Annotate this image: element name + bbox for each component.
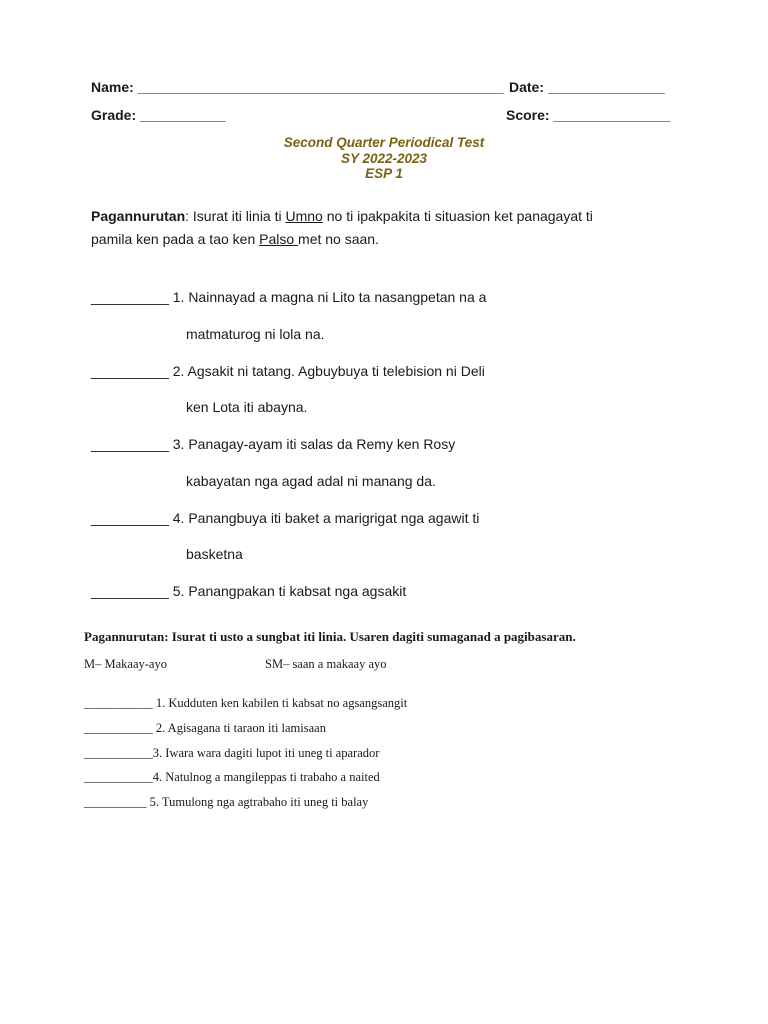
umno-word: Umno bbox=[285, 208, 323, 224]
instruction-text: no ti ipakpakita ti situasion ket panagayat ti bbox=[322, 208, 593, 224]
part1-item-4: __________ 4. Panangbuya iti baket a marigrigat nga agawit ti bbox=[91, 510, 480, 526]
subject-title: ESP 1 bbox=[365, 166, 403, 181]
part2-item-5: __________ 5. Tumulong nga agtrabaho iti uneg ti balay bbox=[84, 795, 369, 809]
school-year: SY 2022-2023 bbox=[340, 151, 428, 166]
palso-word: Palso bbox=[259, 231, 299, 247]
instruction-text: met no saan. bbox=[298, 231, 379, 247]
part1-item-2: __________ 2. Agsakit ni tatang. Agbuybuya ti telebision ni Deli bbox=[91, 363, 485, 379]
part1-item-1: __________ 1. Nainnayad a magna ni Lito ta nasangpetan na a bbox=[91, 289, 487, 305]
part2-instruction: Pagannurutan: Isurat ti usto a sungbat iti linia. Usaren dagiti sumaganad a pagibasaran. bbox=[84, 629, 576, 644]
part1-item-1-cont: matmaturog ni lola na. bbox=[186, 326, 325, 342]
part1-item-4-cont: basketna bbox=[186, 546, 243, 562]
part2-item-2: ___________ 2. Agisagana ti taraon iti lamisaan bbox=[84, 721, 326, 735]
score-field-label: Score: _______________ bbox=[506, 107, 671, 123]
name-field-label: Name: _______________________________________________ bbox=[91, 79, 504, 95]
instruction-text: pamila ken pada a tao ken bbox=[91, 231, 260, 247]
part2-item-3: ___________3. Iwara wara dagiti lupot iti uneg ti aparador bbox=[84, 746, 380, 760]
test-title: Second Quarter Periodical Test bbox=[283, 135, 485, 150]
legend-sm: SM– saan a makaay ayo bbox=[265, 657, 387, 671]
legend-m: M– Makaay-ayo bbox=[84, 657, 167, 671]
part1-item-5: __________ 5. Panangpakan ti kabsat nga agsakit bbox=[91, 583, 407, 599]
part1-instruction-line2 bbox=[91, 231, 379, 247]
part1-item-3-cont: kabayatan nga agad adal ni manang da. bbox=[186, 473, 436, 489]
part1-item-3: __________ 3. Panagay-ayam iti salas da Remy ken Rosy bbox=[91, 436, 456, 452]
instruction-text: : Isurat iti linia ti bbox=[185, 208, 286, 224]
part1-instruction-line1 bbox=[91, 208, 593, 224]
part1-item-2-cont: ken Lota iti abayna. bbox=[186, 399, 308, 415]
date-field-label: Date: _______________ bbox=[509, 79, 665, 95]
instruction-label: Pagannurutan bbox=[91, 208, 186, 224]
part2-item-4: ___________4. Natulnog a mangileppas ti trabaho a naited bbox=[84, 770, 380, 784]
part2-item-1: ___________ 1. Kudduten ken kabilen ti kabsat no agsangsangit bbox=[84, 696, 408, 710]
grade-field-label: Grade: ___________ bbox=[91, 107, 226, 123]
